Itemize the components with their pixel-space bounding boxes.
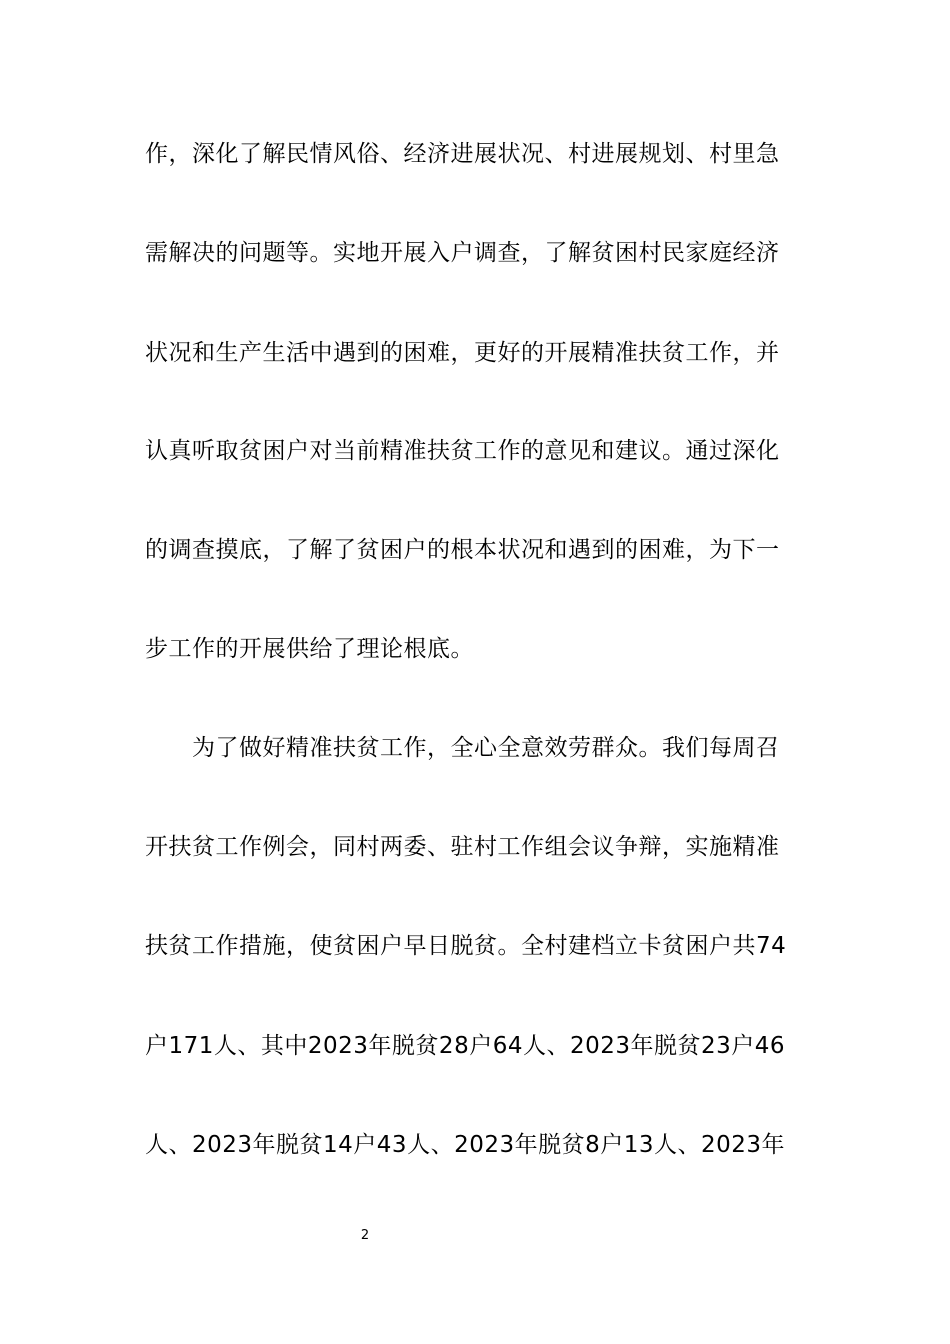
paragraph-line: 户171人、其中2023年脱贫28户64人、2023年脱贫23户46	[145, 1033, 786, 1059]
paragraph-line: 认真听取贫困户对当前精准扶贫工作的意见和建议。通过深化	[145, 438, 780, 464]
page-number: 2	[360, 1228, 370, 1243]
paragraph-line: 作，深化了解民情风俗、经济进展状况、村进展规划、村里急	[145, 141, 780, 167]
paragraph-line: 扶贫工作措施，使贫困户早日脱贫。全村建档立卡贫困户共74	[145, 933, 787, 959]
paragraph-line: 需解决的问题等。实地开展入户调查，了解贫困村民家庭经济	[145, 240, 780, 266]
paragraph-line: 状况和生产生活中遇到的困难，更好的开展精准扶贫工作，并	[145, 340, 780, 366]
paragraph-line: 人、2023年脱贫14户43人、2023年脱贫8户13人、2023年	[145, 1132, 786, 1158]
paragraph-line: 开扶贫工作例会，同村两委、驻村工作组会议争辩，实施精准	[145, 834, 780, 860]
paragraph-line: 步工作的开展供给了理论根底。	[145, 636, 474, 662]
paragraph-line: 的调查摸底，了解了贫困户的根本状况和遇到的困难，为下一	[145, 537, 780, 563]
paragraph-line: 为了做好精准扶贫工作，全心全意效劳群众。我们每周召	[192, 735, 780, 761]
